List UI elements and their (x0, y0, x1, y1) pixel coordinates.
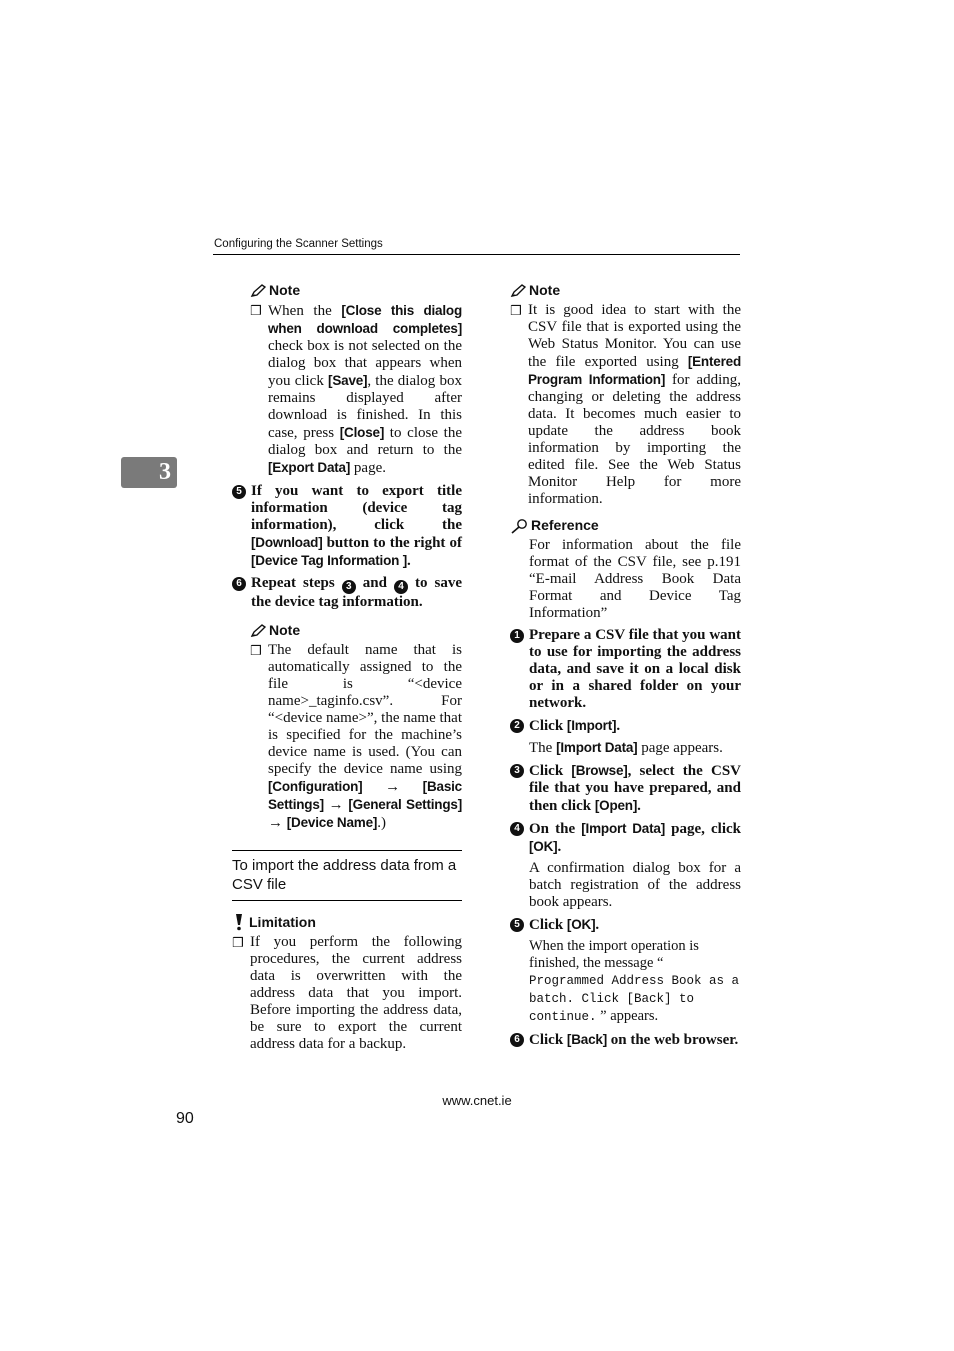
step-number: 5 (510, 918, 524, 932)
section-title: To import the address data from a CSV file (232, 850, 462, 901)
step-number: 6 (232, 577, 246, 591)
footer-url: www.cnet.ie (442, 1093, 512, 1108)
magnifier-icon (510, 518, 528, 534)
step-5-click-ok: 5 Click [OK]. (510, 916, 741, 934)
step-number: 1 (510, 629, 524, 643)
step-5-export-title: 5 If you want to export title information (device tag information), click the [Download] button to the right of [Device Tag Information ]. (232, 483, 462, 570)
checkbox-bullet-icon: ❒ (250, 644, 262, 659)
step-number: 2 (510, 719, 524, 733)
left-column (232, 282, 462, 1053)
note-block (250, 622, 462, 832)
step-3-browse: 3 Click [Browse], select the CSV file that you have prepared, and then click [Open]. (510, 762, 741, 815)
reference-block (510, 517, 741, 622)
reference-text: For information about the file format of the CSV file, see p.191 “E-mail Address Book Data Format and Device Tag Information” (529, 537, 741, 621)
note-item: ❒ The default name that is automatically assigned to the file is “<device name>_taginfo.csv”. For “<device name>”, the name that is specified for the machine’s device name is used. (You can specify the device name using [Configuration] → [Basic Settings] → [General Settings] → [Device Name].) (250, 642, 462, 831)
note-heading: Note (250, 282, 462, 299)
note-block (510, 282, 741, 508)
checkbox-bullet-icon: ❒ (250, 304, 262, 319)
step-1-prepare-csv: 1 Prepare a CSV file that you want to use for importing the address data, and save it on a local disk or in a shared folder on your network. (510, 627, 741, 712)
limitation-heading: Limitation (232, 913, 462, 931)
step-6-repeat: 6 Repeat steps 3 and 4 to save the device tag information. (232, 575, 462, 611)
note-item: ❒ It is good idea to start with the CSV file that is exported using the Web Status Monitor. You can use the file exported using [Entered Program Information] for adding, changing or deleting the address data. It becomes much easier to update the address book information by importing the edited file. See the Web Status Monitor Help for more information. (510, 302, 741, 507)
limitation-item: ❒ If you perform the following procedures, the current address data is overwritten with the address data that you import. Before importing the address data, be sure to export the current address data for a backup. (232, 934, 462, 1052)
step-number: 5 (232, 485, 246, 499)
step-number: 6 (510, 1033, 524, 1047)
chapter-tab: 3 (121, 457, 177, 488)
right-column (510, 282, 741, 1049)
pencil-icon (250, 284, 266, 298)
header-rule (213, 254, 740, 255)
note-heading: Note (250, 622, 462, 639)
step-number: 4 (510, 822, 524, 836)
note-heading: Note (510, 282, 741, 299)
checkbox-bullet-icon: ❒ (510, 304, 522, 319)
checkbox-bullet-icon: ❒ (232, 936, 244, 951)
step-5-description: When the import operation is finished, the message “ Programmed Address Book as a batch. Click [Back] to continue. ” appears. (529, 938, 740, 1024)
step-ref-4: 4 (394, 580, 408, 594)
limitation-block (232, 913, 462, 1053)
running-header: Configuring the Scanner Settings (214, 238, 383, 250)
step-4-import-data-ok: 4 On the [Import Data] page, click [OK]. (510, 820, 741, 856)
reference-heading: Reference (510, 517, 741, 534)
step-2-description: The [Import Data] page appears. (529, 740, 723, 756)
pencil-icon (250, 624, 266, 638)
step-6-click-back: 6 Click [Back] on the web browser. (510, 1031, 741, 1049)
step-4-description: A confirmation dialog box for a batch registration of the address book appears. (529, 860, 741, 910)
step-ref-3: 3 (342, 580, 356, 594)
note-item: ❒ When the [Close this dialog when download completes] check box is not selected on the dialog box that appears when you click [Save], the dialog box remains displayed after download is finished. In this case, press [Close] to close the dialog box and return to the [Export Data] page. (250, 303, 462, 476)
page-number: 90 (176, 1110, 194, 1127)
exclamation-icon (232, 913, 246, 931)
step-number: 3 (510, 764, 524, 778)
pencil-icon (510, 284, 526, 298)
note-block (250, 282, 462, 477)
step-2-click-import: 2 Click [Import]. (510, 717, 741, 735)
